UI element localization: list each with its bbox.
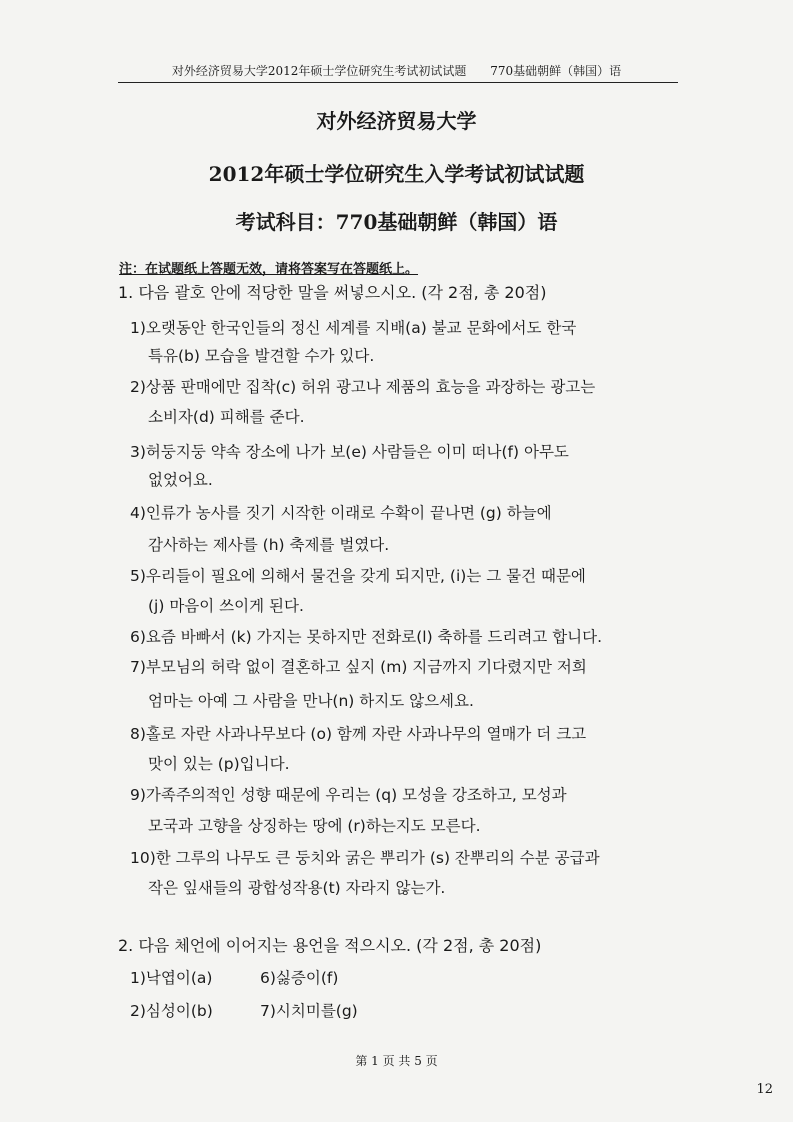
q1-line: 3)허둥지둥 약속 장소에 나가 보(e) 사람들은 이미 떠나(f) 아무도 bbox=[130, 443, 569, 461]
page-number: 12 bbox=[756, 1082, 773, 1097]
q1-line: 특유(b) 모습을 발견할 수가 있다. bbox=[148, 347, 375, 365]
exam-title: 2012年硕士学位研究生入学考试初试试题 bbox=[208, 162, 585, 186]
subject-title: 考试科目：770基础朝鲜（韩国）语 bbox=[235, 210, 558, 234]
header-rule bbox=[118, 82, 678, 83]
q1-line: 7)부모님의 허락 없이 결혼하고 싶지 (m) 지금까지 기다렸지만 저희 bbox=[130, 658, 587, 676]
page-footer: 第 1 页 共 5 页 bbox=[355, 1054, 438, 1068]
q1-line: 4)인류가 농사를 짓기 시작한 이래로 수확이 끝나면 (g) 하늘에 bbox=[130, 504, 552, 522]
q2-item: 6)싫증이(f) bbox=[260, 969, 339, 987]
q1-line: 9)가족주의적인 성향 때문에 우리는 (q) 모성을 강조하고, 모성과 bbox=[130, 786, 567, 804]
q1-line: 8)홀로 자란 사과나무보다 (o) 함께 자란 사과나무의 열매가 더 크고 bbox=[130, 725, 587, 743]
q1-line: 모국과 고향을 상징하는 땅에 (r)하는지도 모른다. bbox=[148, 817, 481, 835]
exam-note: 注：在试题纸上答题无效，请将答案写在答题纸上。 bbox=[119, 262, 419, 277]
q2-item: 1)낙엽이(a) bbox=[130, 969, 213, 987]
q1-line: 소비자(d) 피해를 준다. bbox=[148, 408, 305, 426]
header-exam: 对外经济贸易大学2012年硕士学位研究生考试初试试题 bbox=[171, 64, 467, 78]
q1-line: 없었어요. bbox=[148, 471, 213, 489]
q1-line: 6)요즘 바빠서 (k) 가지는 못하지만 전화로(l) 축하를 드리려고 합니다. bbox=[130, 628, 603, 646]
q1-line: 5)우리들이 필요에 의해서 물건을 갖게 되지만, (i)는 그 물건 때문에 bbox=[130, 567, 586, 585]
question-1-heading: 1. 다음 괄호 안에 적당한 말을 써넣으시오. (각 2점, 총 20점) bbox=[118, 283, 547, 302]
q1-line: 맛이 있는 (p)입니다. bbox=[148, 755, 290, 773]
q1-line: 2)상품 판매에만 집착(c) 허위 광고나 제품의 효능을 과장하는 광고는 bbox=[130, 378, 596, 396]
university-title: 对外经济贸易大学 bbox=[316, 109, 477, 133]
q2-item: 7)시치미를(g) bbox=[260, 1002, 358, 1020]
q1-line: (j) 마음이 쓰이게 된다. bbox=[148, 597, 304, 615]
q1-line: 10)한 그루의 나무도 큰 둥치와 굵은 뿌리가 (s) 잔뿌리의 수분 공급과 bbox=[130, 849, 600, 867]
q1-line: 엄마는 아예 그 사람을 만나(n) 하지도 않으세요. bbox=[148, 692, 474, 710]
q1-line: 1)오랫동안 한국인들의 정신 세계를 지배(a) 불교 문화에서도 한국 bbox=[130, 319, 577, 337]
header-subject: 770基础朝鲜（韩国）语 bbox=[490, 64, 622, 78]
q1-line: 작은 잎새들의 광합성작용(t) 자라지 않는가. bbox=[148, 879, 446, 897]
q2-item: 2)심성이(b) bbox=[130, 1002, 213, 1020]
running-header bbox=[0, 62, 793, 79]
question-2-heading: 2. 다음 체언에 이어지는 용언을 적으시오. (각 2점, 총 20점) bbox=[118, 936, 542, 955]
q1-line: 감사하는 제사를 (h) 축제를 벌였다. bbox=[148, 536, 390, 554]
